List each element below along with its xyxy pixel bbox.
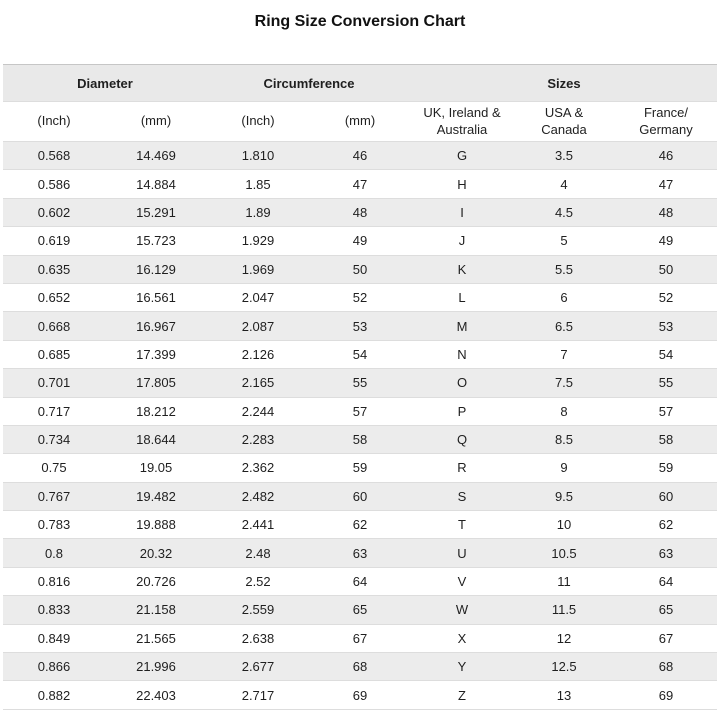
column-header-1: (mm) <box>105 102 207 142</box>
table-cell: 1.929 <box>241 233 275 249</box>
table-cell: Z <box>458 687 466 703</box>
table-cell: 65 <box>658 602 674 618</box>
table-cell: 62 <box>658 517 674 533</box>
table-cell: U <box>457 545 467 561</box>
table-row <box>3 283 717 311</box>
table-cell: 14.469 <box>136 148 176 164</box>
table-cell: K <box>457 261 467 277</box>
table-cell: 2.362 <box>241 460 275 476</box>
table-cell: L <box>458 290 466 306</box>
group-header-row <box>3 65 717 102</box>
table-row <box>3 596 717 624</box>
table-cell: 2.165 <box>241 375 275 391</box>
table-cell: 49 <box>352 233 368 249</box>
table-cell: 64 <box>352 574 368 590</box>
table-cell: 59 <box>658 460 674 476</box>
table-cell: 0.849 <box>37 630 71 646</box>
table-cell: 12 <box>556 630 572 646</box>
table-cell: 68 <box>352 659 368 675</box>
table-cell: 48 <box>658 204 674 220</box>
table-cell: 52 <box>352 290 368 306</box>
table-row <box>3 482 717 510</box>
table-cell: 14.884 <box>136 176 176 192</box>
column-header-0: (Inch) <box>3 102 105 142</box>
table-cell: 19.05 <box>139 460 173 476</box>
table-cell: 19.888 <box>136 517 176 533</box>
table-cell: M <box>456 318 468 334</box>
table-cell: 50 <box>352 261 368 277</box>
table-cell: 9.5 <box>554 488 574 504</box>
table-cell: 64 <box>658 574 674 590</box>
table-cell: 2.126 <box>241 346 275 362</box>
column-header-6: France/ Germany <box>615 102 717 142</box>
table-cell: 0.734 <box>37 432 71 448</box>
table-cell: G <box>456 148 468 164</box>
table-body <box>3 142 717 710</box>
table-cell: 21.565 <box>136 630 176 646</box>
table-cell: 1.89 <box>245 204 271 220</box>
table-cell: 46 <box>352 148 368 164</box>
table-cell: 0.816 <box>37 574 71 590</box>
table-cell: 0.767 <box>37 488 71 504</box>
table-cell: 52 <box>658 290 674 306</box>
table-cell: 1.85 <box>245 176 271 192</box>
table-cell: 17.399 <box>136 346 176 362</box>
table-cell: 0.833 <box>37 602 71 618</box>
table-cell: W <box>455 602 469 618</box>
table-cell: 0.685 <box>37 346 71 362</box>
table-cell: 2.283 <box>241 432 275 448</box>
table-cell: 48 <box>352 204 368 220</box>
group-header-diameter: Diameter <box>3 65 207 102</box>
column-header-2: (Inch) <box>207 102 309 142</box>
table-cell: 18.644 <box>136 432 176 448</box>
table-cell: 67 <box>352 630 368 646</box>
table-cell: 11 <box>557 574 571 590</box>
table-cell: 57 <box>352 403 368 419</box>
table-row <box>3 340 717 368</box>
table-cell: 9 <box>560 460 568 476</box>
table-cell: T <box>458 517 466 533</box>
table-cell: 0.586 <box>37 176 71 192</box>
group-header-circumference: Circumference <box>207 65 411 102</box>
table-cell: 0.8 <box>44 545 64 561</box>
table-row <box>3 681 717 709</box>
table-cell: 4 <box>560 176 568 192</box>
table-cell: 13 <box>556 687 572 703</box>
table-cell: 3.5 <box>554 148 574 164</box>
table-cell: 54 <box>352 346 368 362</box>
table-cell: 49 <box>658 233 674 249</box>
table-row <box>3 511 717 539</box>
table-cell: J <box>458 233 466 249</box>
table-cell: 1.969 <box>241 261 275 277</box>
table-cell: 0.882 <box>37 687 71 703</box>
table-cell: 57 <box>658 403 674 419</box>
table-cell: 20.32 <box>139 545 173 561</box>
table-cell: 17.805 <box>136 375 176 391</box>
table-row <box>3 369 717 397</box>
table-cell: 0.783 <box>37 517 71 533</box>
table-cell: 5 <box>560 233 568 249</box>
table-cell: 55 <box>352 375 368 391</box>
table-cell: 16.561 <box>136 290 176 306</box>
table-cell: 2.638 <box>241 630 275 646</box>
table-cell: 15.291 <box>136 204 176 220</box>
table-cell: 60 <box>352 488 368 504</box>
table-row <box>3 653 717 681</box>
table-cell: 69 <box>352 687 368 703</box>
table-cell: 2.559 <box>241 602 275 618</box>
table-cell: 68 <box>658 659 674 675</box>
table-cell: 47 <box>658 176 674 192</box>
table-cell: 22.403 <box>136 687 176 703</box>
table-cell: 2.087 <box>241 318 275 334</box>
table-cell: 1.810 <box>241 148 275 164</box>
table-row <box>3 425 717 453</box>
table-cell: I <box>460 204 464 220</box>
table-cell: 2.48 <box>245 545 271 561</box>
table-cell: Y <box>457 659 467 675</box>
table-cell: 0.652 <box>37 290 71 306</box>
column-header-5: USA & Canada <box>513 102 615 142</box>
table-cell: 8.5 <box>554 432 574 448</box>
table-cell: 0.635 <box>37 261 71 277</box>
column-header-3: (mm) <box>309 102 411 142</box>
table-cell: 10.5 <box>551 545 577 561</box>
table-cell: 21.158 <box>136 602 176 618</box>
table-cell: 2.717 <box>241 687 275 703</box>
table-cell: 67 <box>658 630 674 646</box>
table-cell: 2.441 <box>241 517 275 533</box>
table-cell: 7.5 <box>554 375 574 391</box>
table-row <box>3 227 717 255</box>
table-cell: 15.723 <box>136 233 176 249</box>
table-cell: 21.996 <box>136 659 176 675</box>
table-row <box>3 255 717 283</box>
table-cell: H <box>457 176 467 192</box>
table-cell: 60 <box>658 488 674 504</box>
table-cell: 4.5 <box>554 204 574 220</box>
table-cell: 2.677 <box>241 659 275 675</box>
table-cell: 63 <box>658 545 674 561</box>
table-cell: 47 <box>352 176 368 192</box>
table-cell: 18.212 <box>136 403 176 419</box>
table-cell: 2.047 <box>241 290 275 306</box>
table-row <box>3 539 717 567</box>
table-cell: 12.5 <box>551 659 577 675</box>
table-row <box>3 198 717 226</box>
table-cell: 58 <box>352 432 368 448</box>
table-cell: X <box>457 630 467 646</box>
table-cell: 46 <box>658 148 674 164</box>
table-cell: 11.5 <box>551 602 577 618</box>
table-cell: 7 <box>560 346 568 362</box>
table-cell: V <box>457 574 467 590</box>
table-cell: P <box>457 403 467 419</box>
table-cell: 0.866 <box>37 659 71 675</box>
table-cell: 53 <box>658 318 674 334</box>
table-cell: 16.129 <box>136 261 176 277</box>
table-cell: 59 <box>352 460 368 476</box>
column-header-4: UK, Ireland & Australia <box>411 102 513 142</box>
page-title: Ring Size Conversion Chart <box>254 13 466 30</box>
table-cell: 50 <box>658 261 674 277</box>
table-cell: 55 <box>658 375 674 391</box>
table-cell: 0.75 <box>41 460 67 476</box>
table-cell: S <box>457 488 467 504</box>
table-cell: 2.52 <box>245 574 271 590</box>
table-cell: 54 <box>658 346 674 362</box>
table-cell: 2.244 <box>241 403 275 419</box>
table-row <box>3 170 717 198</box>
table-row <box>3 312 717 340</box>
table-cell: 0.717 <box>37 403 71 419</box>
group-header-sizes: Sizes <box>411 65 717 102</box>
ring-size-conversion-table <box>3 64 717 710</box>
table-cell: 0.568 <box>37 148 71 164</box>
table-cell: 10 <box>556 517 572 533</box>
table-cell: R <box>457 460 467 476</box>
table-header <box>3 65 717 142</box>
table-cell: 16.967 <box>136 318 176 334</box>
table-cell: 58 <box>658 432 674 448</box>
table-cell: 65 <box>352 602 368 618</box>
table-cell: Q <box>456 432 468 448</box>
table-cell: 0.619 <box>37 233 71 249</box>
table-cell: 19.482 <box>136 488 176 504</box>
table-cell: N <box>457 346 467 362</box>
table-cell: 5.5 <box>554 261 574 277</box>
table-row <box>3 624 717 652</box>
table-cell: 0.602 <box>37 204 71 220</box>
table-cell: 0.668 <box>37 318 71 334</box>
table-cell: 6 <box>560 290 568 306</box>
table-row <box>3 454 717 482</box>
table-cell: 0.701 <box>37 375 71 391</box>
table-cell: 69 <box>658 687 674 703</box>
table-cell: O <box>456 375 468 391</box>
table-cell: 2.482 <box>241 488 275 504</box>
table-row <box>3 397 717 425</box>
table-cell: 63 <box>352 545 368 561</box>
table-row <box>3 142 717 170</box>
table-cell: 6.5 <box>554 318 574 334</box>
table-cell: 20.726 <box>136 574 176 590</box>
table-row <box>3 567 717 595</box>
table-cell: 53 <box>352 318 368 334</box>
table-cell: 62 <box>352 517 368 533</box>
table-cell: 8 <box>560 403 568 419</box>
column-header-row <box>3 102 717 142</box>
